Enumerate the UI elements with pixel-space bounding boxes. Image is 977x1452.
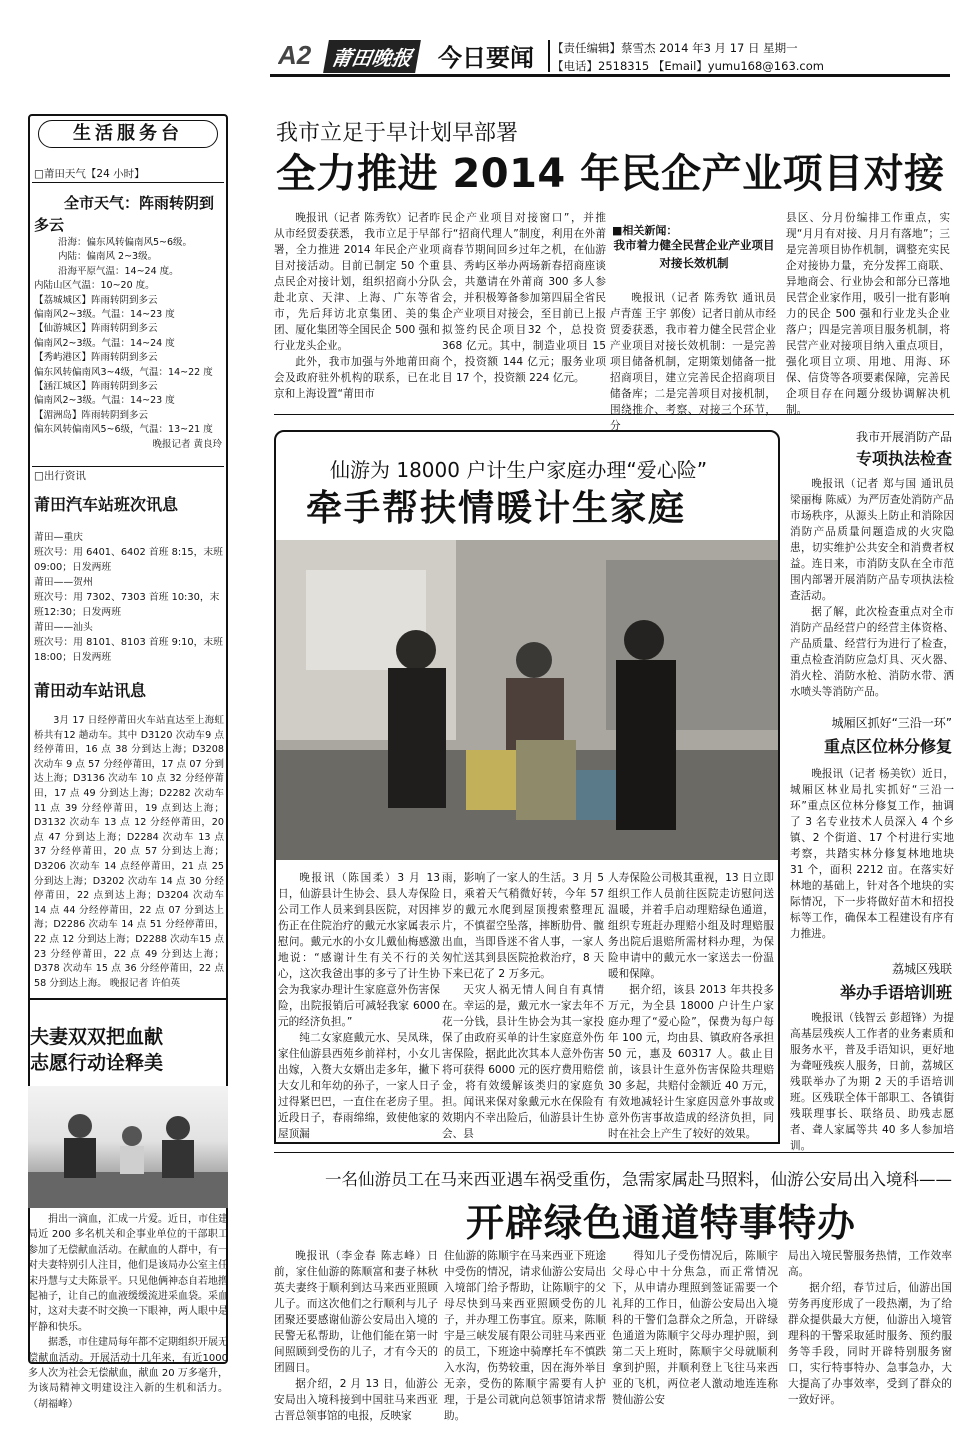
bus-line: 莆田—重庆 <box>34 532 83 543</box>
weather-headline: 全市天气：阵雨转阴到多云 <box>34 194 215 234</box>
article3-paragraph: 据介绍，2 月 13 日，仙游公安局出入境科接到中国驻马来西亚古晋总领事馆的电报，反映家 <box>274 1378 438 1422</box>
section-title: 今日要闻 <box>438 44 534 72</box>
article3-title: 开辟绿色通道特事特办 <box>466 1201 857 1245</box>
bus-line: 莆田——汕头 <box>34 622 93 633</box>
family-visit-photo <box>276 540 778 860</box>
bus-info <box>34 530 224 665</box>
weather-byline: 晚报记者 黄良玲 <box>152 438 222 450</box>
article2-col1 <box>278 870 440 1142</box>
weather-line: 沿海平原气温：14~24 度。 <box>58 265 179 277</box>
brief2-paragraph: 晚报讯（记者 杨美钦）近日，城厢区林业局扎实抓好“三沿一环”重点区位林分修复工作，抽调了 3 名专业技术人员深入 4 个乡镇、2 个街道、17 个村进行实地考察，共踏实林分修复林地地块 31 个，面积 2212 亩。在落实好林地的基础上，针对各个地块的实际情况，下一步将做好苗木和招投标等工作，确保本工程建设有序有力推进。 <box>790 768 954 940</box>
bus-line: 莆田——贺州 <box>34 577 93 588</box>
brief1-kicker: 我市开展消防产品 <box>855 430 952 444</box>
bus-line: 班次号：用 7302、7303 首班 10:30，末班12:30；日发两班 <box>34 592 220 618</box>
article3-col2 <box>444 1248 606 1424</box>
brief2-body <box>790 766 954 942</box>
donation-scene <box>28 1086 228 1208</box>
article2-title: 牵手帮扶情暖计生家庭 <box>306 488 687 529</box>
sidebar-box-title: 生活服务台 <box>38 120 218 148</box>
brief3-title: 举办手语培训班 <box>839 983 952 1002</box>
article3-col3 <box>612 1248 778 1408</box>
article2-col2 <box>442 870 604 1142</box>
article1-bottom-rule <box>274 414 954 415</box>
travel-tag: □出行资讯 <box>34 470 86 482</box>
article1-kicker: 我市立足于早计划早部署 <box>276 121 519 146</box>
editor-line: 【责任编辑】蔡雪杰 2014 年3 月 17 日 星期一 <box>552 41 798 55</box>
couple-title-2: 志愿行动诠释美 <box>30 1052 164 1074</box>
article2-paragraph: 雨，影响了一家人的生活。3 月 5 日，乘着天气稍微好转，今年 57 岁的戴元水爬到屋顶搜索整理瓦片，不慎翟空坠落，摔断肋骨、髋出血，当即昏迷不省人事，一家人匆忙送其到县医院抢救治疗，8 天下来已花了 2 万多元。 <box>442 872 604 980</box>
article2-paragraph: 天灾人祸无情人间自有真情在。幸运的是，戴元水一家去年不花一分钱，县计生协会为其一家投保了由政府买单的计生家庭意外伤害保险，据此此次其本人意外伤害将可获得 6000 元的医疗费用赔偿金，将有效缓解该类归的家庭负担。闻讯来保对象戴元水在保险有效期内不幸出险后，仙游县计生协会、县 <box>442 984 604 1140</box>
article1-paragraph: 晚报讯（记者 陈秀钦）记者昨从市经贸委获悉， 我市立足于早部署，全力推进 2014 年民企产业项目对接活动。目前已制定 50 个重点民企对接计划，组织招商小分队赴北京、天津、上海、广东等省市，先后拜访北京集团、美的集团、厦化集团等全国民企 500 强和行业龙头企业。 <box>274 212 440 352</box>
related-news-tag: ■相关新闻： <box>612 224 678 237</box>
sidebar-bottom-rule <box>28 998 228 1000</box>
bus-line: 班次号：用 8101、8103 首班 9:10，末班18:00；日发两班 <box>34 637 223 663</box>
newspaper-logo: 莆田晚报 <box>323 40 421 73</box>
couple-text <box>28 1212 228 1412</box>
article3-col4 <box>788 1248 952 1408</box>
article1-paragraph: 此外，我市加强与外地莆田商会及政府驻外机构的联系，已在北京和上海设置“莆田市 <box>274 356 440 400</box>
article2-col3 <box>608 870 774 1142</box>
weather-line: 偏南风2~3级。气温：14~23 度 <box>34 309 175 321</box>
weather-line: 【仙游城区】阵雨转阴到多云 <box>34 323 158 335</box>
visit-scene <box>276 540 778 860</box>
article3-paragraph: 得知儿子受伤情况后，陈顺宇父母心中十分焦急，而正常情况下，从申请办理照到签证需要一个礼拜的工作日，仙游公安局出入境科的干警们急群众之所急，开辟绿色通道为陈顺宇父母办理护照，到第二天上班时，陈顺宇父母就顺利拿到护照，并顺利登上飞往马来西亚的飞机，两位老人激动地连连称赞仙游公安 <box>612 1250 778 1406</box>
article1-paragraph: 县区、分月份编排工作重点，实现“月月有对接、月月有落地”；三是完善项目协作机制，调整充实民企对接协力量，充分发挥工商联、异地商会、行业协会和部分已落地民营企业家作用，吸引一批有影响力的民企 500 强和行业龙头企业落户；四是完善项目服务机制，将民营产业对接项目纳入重点项目，强化项目立项、用地、用海、环保、信贷等各项要素保障，完善民企项目存在问题分级协调解决机制。 <box>786 212 950 416</box>
brief2-title: 重点区位林分修复 <box>823 737 952 756</box>
brief1-paragraph: 晚报讯（记者 郑与国 通讯员 梁丽梅 陈威）为严厉查处消防产品市场秩序，从源头上防止和消除因消防产品质量问题造成的火灾隐患，切实维护公共安全和消费者权益。连日来，市消防支队在全市范围内部署开展消防产品专项执法检查活动。 <box>790 478 954 602</box>
header-rule <box>270 74 950 77</box>
article1-col3 <box>610 290 776 434</box>
weather-list <box>34 236 226 452</box>
brief1-title: 专项执法检查 <box>855 449 952 468</box>
brief2-kicker: 城厢区抓好“三沿一环” <box>831 716 952 730</box>
article3-paragraph: 局出入境民警服务热情，工作效率高。 <box>788 1250 952 1278</box>
weather-line: 内陆山区气温：10~20 度。 <box>34 280 155 292</box>
brief3-body <box>790 1010 954 1154</box>
article3-paragraph: 晚报讯（李金春 陈志峰）日前，家住仙游的陈顺富和妻子林秋英夫妻终于顺利到达马来西亚照顾儿子。而这次他们之行顺利与儿子团聚还要感谢仙游公安局出入境的民警无私帮助，让他们能在第一时间照顾到受伤的儿子，才有今天的团圆日。 <box>274 1250 438 1374</box>
article3-top-rule <box>274 1152 954 1153</box>
weather-line: 偏南风2~3级。气温：14~24 度 <box>34 337 175 349</box>
article2-kicker: 仙游为 18000 户计生户家庭办理“爱心险” <box>330 458 708 482</box>
article1-col4 <box>786 210 950 418</box>
weather-line: 【湄洲岛】阵雨转阴到多云 <box>34 409 149 421</box>
weather-line: 偏东风转偏南风3~4级，气温：14~22 度 <box>34 366 213 378</box>
couple-paragraph: 据悉，市住建局每年都不定期组织开展无偿献血活动。开展活动十几年来，有近1000 多人次为社会无偿献血，献血 20 万多毫升，为该局精神文明建设注入新的生机和活力。（胡福峰） <box>28 1337 228 1410</box>
weather-line: 内陆：偏南风 2~3级。 <box>58 251 158 263</box>
page-number: A2 <box>278 40 312 70</box>
weather-line: 偏南风2~3级。气温：14~23 度 <box>34 395 175 407</box>
article3-paragraph: 据介绍，春节过后，仙游出国劳务再度形成了一段热潮，为了给群众提供最大方便，仙游出入境管理科的干警采取延时服务、预约服务等手段，同时开辟特别服务窗口，实行特事特办、急事急办，大大提高了办事效率，受到了群众的一致好评。 <box>788 1282 952 1406</box>
brief1-body <box>790 476 954 700</box>
brief3-kicker: 荔城区残联 <box>891 962 952 976</box>
couple-title-1: 夫妻双双把血献 <box>30 1026 164 1048</box>
blood-donation-photo <box>28 1086 228 1208</box>
article1-col1 <box>274 210 440 402</box>
weather-line: 偏东风转偏南风5~6级，气温：13~21 度 <box>34 424 213 436</box>
brief1-paragraph: 据了解，此次检查重点对全市消防产品经营户的经营主体资格、产品质量、经营行为进行了检查，重点检查消防应急灯具、灭火器、消火栓、消防水枪、消防水带、洒水喷头等消防产品。 <box>790 606 954 698</box>
article2-paragraph: 晚报讯（陈国柔）3 月 13 日，仙游县计生协会、县人寿保险公司工作人员来到县医院，对因摔伤正在住院治疗的戴元水家属表示慰问。戴元水的小女儿戴仙梅感激地说：“感谢计生有关不行的关心，这次我爸出事的多亏了计生协会为我家办理计生家庭意外伤害保险，出院报销后可减轻我家 6000 元的经济负担。” <box>278 872 440 1028</box>
article3-paragraph: 住仙游的陈顺宇在马来西亚下班途中受伤的情况，请求仙游公安局出入境部门给予帮助，让陈顺宇的父母尽快到马来西亚照顾受伤的儿子，并办理工伤事宜。原来，陈顺宇是三峡发展有限公司驻马来西亚的员工，下班途中骑摩托车不慎跌入水沟，伤势较重，因在海外举目无亲，受伤的陈顺宇需要有人护理，于是公司就向总领事馆请求帮助。 <box>444 1250 606 1422</box>
article1-paragraph: 晚报讯（记者 陈秀钦 通讯员 卢青莲 王宇 郭俊）记者日前从市经贸委获悉，我市着力健全民营企业产业项目对接长效机制：一是完善项目储备机制，定期策划储备一批招商项目，建立完善民企招商项目储备库；二是完善项目对接机制，围绕推介、考察、对接三个环节，分 <box>610 292 776 432</box>
article3-col1 <box>274 1248 438 1424</box>
article1-col2 <box>442 210 606 386</box>
article3-kicker: 一名仙游员工在马来西亚遇车祸受重伤，急需家属赴马照料，仙游公安局出入境科—— <box>325 1170 952 1189</box>
train-title: 莆田动车站讯息 <box>34 681 147 700</box>
weather-rule <box>32 182 224 183</box>
weather-line: 【荔城城区】阵雨转阴到多云 <box>34 294 158 306</box>
article1-title: 全力推进 2014 年民企产业项目对接 <box>276 151 945 197</box>
header-divider <box>548 40 550 72</box>
train-info: 3月 17 日经停莆田火车站直达至上海虹桥共有12 趟动车。其中 D3120 次动车9 点经停莆田，16 点 38 分到达上海；D3208 次动车 9 点 57 分经停莆田，17 点 07 分到达上海；D3136 次动车 10 点 32 分经停莆田，17 点 49 分到达上海；D2282 次动车 11 点 39 分经停莆田，19 点到达上海；D3132 次动车 13 点 12 分经停莆田，20 点 47 分到达上海；D2284 次动车 13 点 37 分经停莆田，20 点 57 分到达上海；D3206 次动车 14 点经停莆田，21 点 25 分到达上海；D3202 次动车 14 点 30 分经停莆田，22 点到达上海；D3204 次动车 14 点 44 分经停莆田，22 点 07 分到达上海；D2286 次动车 14 点 51 分经停莆田，22 点 12 分到达上海；D2288 次动车15 点 23 分经停莆田，22 点 49 分到达上海；D378 次动车 15 点 36 分经停莆田，22 点 58 分到达上海。 晚报记者 许伯英 <box>34 715 224 989</box>
article2-paragraph: 据介绍，该县 2013 年共投多万元，为全县 18000 户计生户家庭办理了“爱心险”，保费为每户每年 100 元，均由县、镇政府各承担 50 元，惠及 60317 人。截止目前，该县计生意外伤害保险共理赔 30 多起，共赔付金额近 40 万元，有效地减轻计生家庭因意外事故或意外伤害事故造成的经济负担，同时在社会上产生了较好的效果。 <box>608 984 774 1140</box>
weather-tag: □莆田天气【24 小时】 <box>34 168 145 180</box>
article2-paragraph: 纯二女家庭戴元水、吴凤珠，家住仙游县西苑乡前祥村，小女儿出嫁，入赘大女婿出走多年，撇下大女儿和年幼的孙子，一家人日子过得紧巴巴，一直住在老房子里。近段日子，春雨绵绵，致使他家的屋顶漏 <box>278 1032 440 1140</box>
weather-line: 【秀屿港区】阵雨转阴到多云 <box>34 352 158 364</box>
article1-paragraph: 民企产业项目对接窗口”，并推行“招商代理人”制度，利用在外莆商春节期间回乡过年之机，在仙游县、秀屿区举办两场新春招商座谈会，共邀请在外莆商 300 多人参会，并积极筹备参加第四届全省民企产业项目对接会，至目前已上报拟签约民企项目32 个，总投资 368 亿元。其中，制造业项目 15 个，投资额 144 亿元；服务业项目 17 个，投资额 224 亿元。 <box>442 212 606 384</box>
article2-paragraph: 人寿保险公司极其重视，13 日立即组织工作人员前往医院走访慰问送温暖，并着手启动理赔绿色通道，组织专班赶办理赔小组及时理赔服务出院后退赔所需材料办理，为保险申请中的戴元水一家送去一份温暖和保障。 <box>608 872 774 980</box>
related-news-title: 我市着力健全民营企业产业项目对接长效机制 <box>613 238 775 270</box>
masthead <box>270 36 960 76</box>
contact-line: 【电话】2518315 【Email】yumu168@163.com <box>552 59 824 73</box>
couple-paragraph: 捐出一滴血，汇成一片爱。近日，市住建局近 200 多名机关和企事业单位的干部职工参加了无偿献血活动。在献血的人群中，有一对夫妻特别引人注目，他们是该局办公室主任宋丹慧与丈夫陈景平。只见他俩神态自若地撸起袖子，让自己的血液缓缓流进采血袋。采血时，这对夫妻不时交换一下眼神，两人眼中是平静和快乐。 <box>28 1214 228 1333</box>
weather-line: 沿海：偏东风转偏南风5~6级。 <box>58 237 193 248</box>
bus-title: 莆田汽车站班次讯息 <box>34 495 179 514</box>
travel-rule <box>32 466 224 467</box>
weather-line: 【涵江城区】阵雨转阴到多云 <box>34 381 158 393</box>
bus-line: 班次号：用 6401、6402 首班 8:15，末班 09:00；日发两班 <box>34 547 223 573</box>
brief3-paragraph: 晚报讯（钱智云 彭超锋）为提高基层残疾人工作者的业务素质和服务水平，普及手语知识，更好地为聋哑残疾人服务，日前，荔城区残联举办了为期 2 天的手语培训班。区残联全体干部职工、各镇街残联理事长、联络员、助残志愿者、聋人家属等共 40 多人参加培训。 <box>790 1012 954 1152</box>
